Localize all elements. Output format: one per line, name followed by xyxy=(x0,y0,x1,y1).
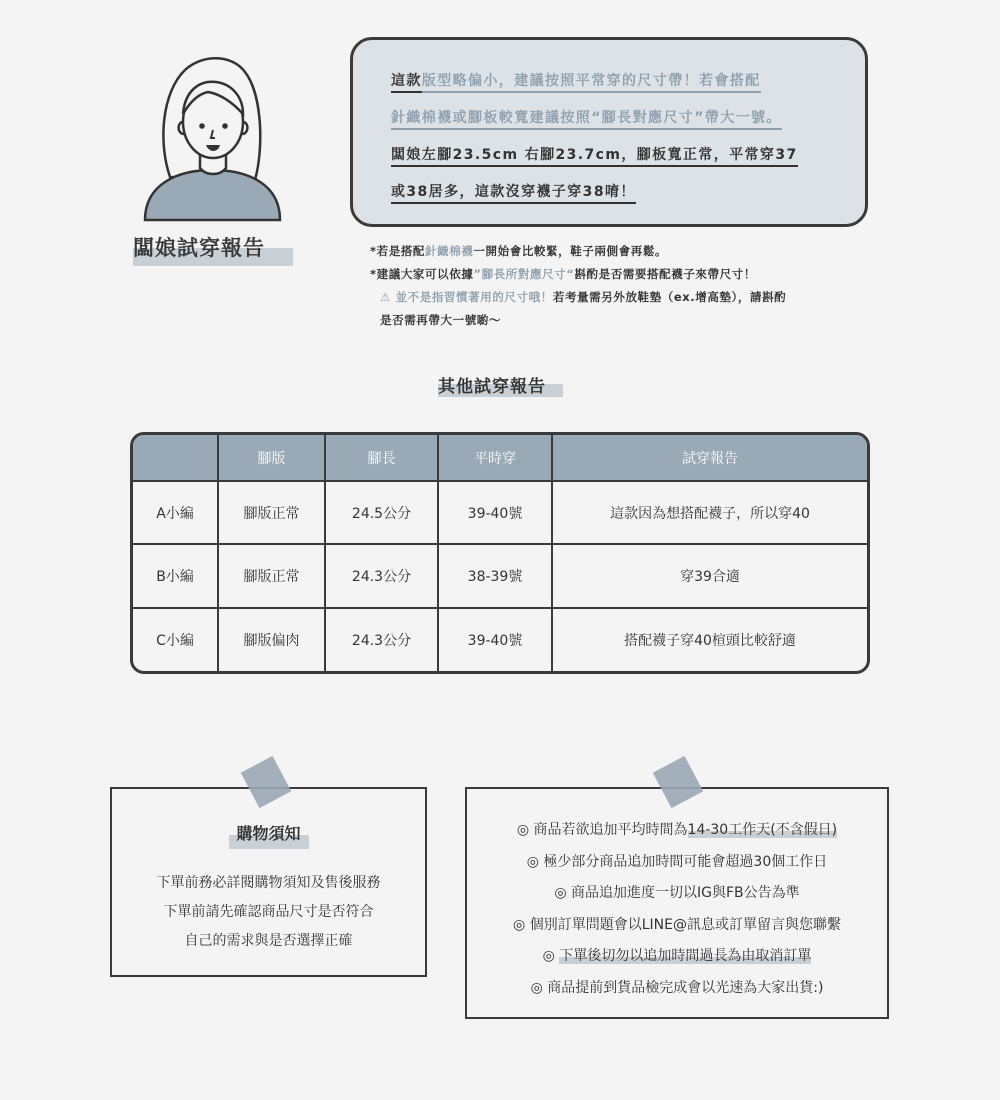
table-cell: A小編 xyxy=(133,481,218,544)
table-row xyxy=(133,544,867,607)
restock-notice-list xyxy=(467,819,887,1008)
table-cell: C小編 xyxy=(133,608,218,671)
table-cell: 24.3公分 xyxy=(325,608,438,671)
purchase-line: 下單前請先確認商品尺寸是否符合 xyxy=(163,904,374,920)
bubble-line-1: 這款版型略偏小，建議按照平常穿的尺寸帶！若會搭配 xyxy=(391,70,761,90)
table-cell: 腳版正常 xyxy=(218,481,325,544)
table-cell: 39-40號 xyxy=(438,608,552,671)
note-3: ⚠ 並不是指習慣著用的尺寸哦！若考量需另外放鞋墊（ex.增高墊），請斟酌 xyxy=(380,290,787,304)
owner-report-bubble xyxy=(350,37,868,227)
table-cell: 腳版偏肉 xyxy=(218,608,325,671)
owner-title: 闆娘試穿報告 xyxy=(133,236,265,260)
owner-avatar-illustration xyxy=(140,52,285,222)
notice-item: ◎ 商品若欲追加平均時間為14-30工作天(不含假日) xyxy=(516,822,838,838)
table-header-row xyxy=(133,435,867,481)
table-cell: 這款因為想搭配襪子，所以穿40 xyxy=(552,481,867,544)
bubble-line-2: 針織棉襪或腳板較寬建議按照“腳長對應尺寸”帶大一號。 xyxy=(391,107,782,127)
note-1: *若是搭配針織棉襪一開始會比較緊，鞋子兩側會再鬆。 xyxy=(370,244,668,258)
warning-icon: ⚠ xyxy=(380,290,391,304)
note-4: 是否需再帶大一號喲～ xyxy=(380,313,501,327)
notice-item: ◎ 商品提前到貨品檢完成會以光速為大家出貨:) xyxy=(530,979,824,996)
table-header xyxy=(133,435,218,481)
table-cell: B小編 xyxy=(133,544,218,607)
bubble-line-3: 闆娘左腳23.5cm 右腳23.7cm，腳板寬正常，平常穿37 xyxy=(391,144,798,164)
table-header: 試穿報告 xyxy=(552,435,867,481)
table-cell: 穿39合適 xyxy=(552,544,867,607)
table-cell: 38-39號 xyxy=(438,544,552,607)
notice-item: ◎ 下單後切勿以追加時間過長為由取消訂單 xyxy=(542,948,812,964)
table-cell: 24.5公分 xyxy=(325,481,438,544)
notice-item: ◎ 個別訂單問題會以LINE@訊息或訂單留言與您聯繫 xyxy=(513,916,841,933)
section-title: 其他試穿報告 xyxy=(438,377,546,397)
notice-item: ◎ 極少部分商品追加時間可能會超過30個工作日 xyxy=(526,853,828,870)
purchase-line: 自己的需求與是否選擇正確 xyxy=(184,933,353,949)
note-2: *建議大家可以依據”腳長所對應尺寸“斟酌是否需要搭配襪子來帶尺寸！ xyxy=(370,267,756,281)
purchase-line: 下單前務必詳閱購物須知及售後服務 xyxy=(156,875,381,891)
table-cell: 腳版正常 xyxy=(218,544,325,607)
table-header: 腳長 xyxy=(325,435,438,481)
fit-notes xyxy=(370,243,786,335)
table-row xyxy=(133,481,867,544)
table-cell: 搭配襪子穿40楦頭比較舒適 xyxy=(624,632,796,649)
notice-item: ◎ 商品追加進度一切以IG與FB公告為準 xyxy=(554,885,800,901)
purchase-title: 購物須知 xyxy=(236,824,301,843)
table-cell: 39-40號 xyxy=(438,481,552,544)
table-header: 腳版 xyxy=(218,435,325,481)
purchase-notice-box xyxy=(110,787,427,977)
table-cell: 24.3公分 xyxy=(325,544,438,607)
bubble-line-4: 或38居多，這款沒穿襪子穿38唷！ xyxy=(391,181,636,201)
restock-notice-box xyxy=(465,787,889,1019)
table-header: 平時穿 xyxy=(438,435,552,481)
table-row xyxy=(133,608,867,671)
purchase-text xyxy=(112,869,425,956)
fit-report-table xyxy=(130,432,870,674)
